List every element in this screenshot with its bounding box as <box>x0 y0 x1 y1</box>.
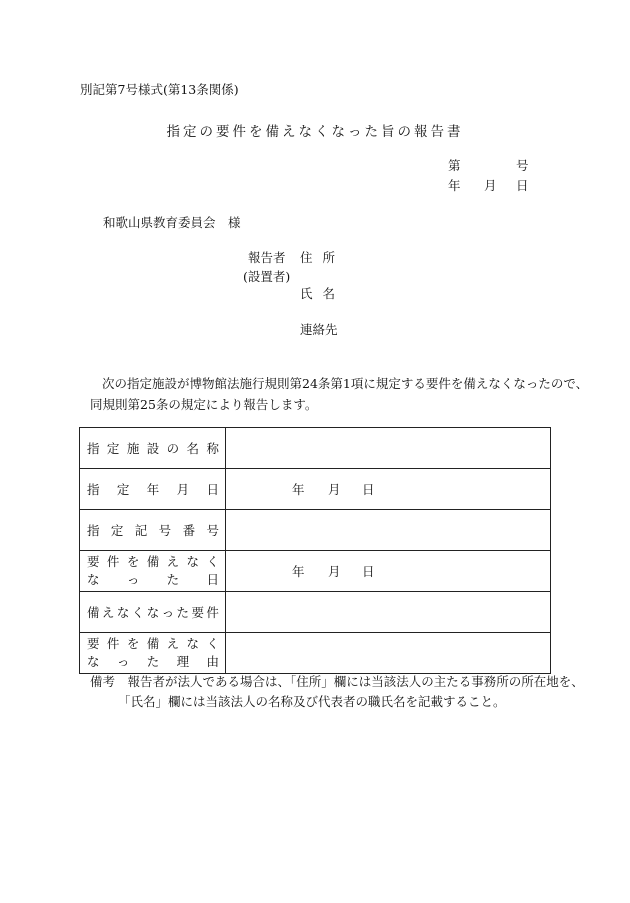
number-go: 号 <box>516 158 529 173</box>
lapsed-requirement-field[interactable] <box>226 592 551 633</box>
table-row <box>80 469 551 510</box>
address-label: 住所 <box>300 250 346 265</box>
date-month: 月 <box>328 564 341 579</box>
table-row <box>80 551 551 592</box>
date-day: 日 <box>516 178 529 193</box>
reporter-label: 報告者 <box>248 250 286 265</box>
row-label-facility-name <box>80 428 226 469</box>
document-title: 指定の要件を備えなくなった旨の報告書 <box>166 124 464 140</box>
table-row <box>80 592 551 633</box>
date-day: 日 <box>362 482 375 497</box>
table-label-text: 指 定 施 設 の 名 称 <box>87 441 219 456</box>
contact-label: 連絡先 <box>300 322 338 337</box>
table-label-text: 指 定 年 月 日 <box>87 482 219 497</box>
row-label-lapse-reason <box>80 633 226 674</box>
table-label-text: 要 件 を 備 え な く <box>87 636 219 651</box>
facility-name-field[interactable] <box>226 428 551 469</box>
date-year: 年 <box>292 482 305 497</box>
table-row <box>80 428 551 469</box>
row-label-lapsed-requirement <box>80 592 226 633</box>
date-day: 日 <box>362 564 375 579</box>
table-label-text: 指 定 記 号 番 号 <box>87 523 219 538</box>
row-label-designation-number <box>80 510 226 551</box>
date-year: 年 <box>448 178 461 193</box>
report-table <box>79 427 551 674</box>
row-label-lapse-date <box>80 551 226 592</box>
note-line-2: 「氏名」欄には当該法人の名称及び代表者の職氏名を記載すること。 <box>118 694 506 709</box>
table-row <box>80 633 551 674</box>
date-month: 月 <box>328 482 341 497</box>
table-label-text: 備 え な く な っ た 要 件 <box>87 605 219 620</box>
row-label-designation-date <box>80 469 226 510</box>
table-row <box>80 510 551 551</box>
lapse-reason-field[interactable] <box>226 633 551 674</box>
addressee: 和歌山県教育委員会 様 <box>103 215 241 230</box>
date-year: 年 <box>292 564 305 579</box>
table-label-text: な っ た 理 由 <box>87 654 219 669</box>
body-text-line-1: 次の指定施設が博物館法施行規則第24条第1項に規定する要件を備えなくなったので、 <box>102 376 589 391</box>
lapse-date-field[interactable] <box>226 551 551 592</box>
designation-number-field[interactable] <box>226 510 551 551</box>
table-label-text: 要 件 を 備 え な く <box>87 554 219 569</box>
number-dai: 第 <box>448 158 461 173</box>
installer-label: (設置者) <box>243 269 291 284</box>
note-line-1: 備考 報告者が法人である場合は、「住所」欄には当該法人の主たる事務所の所在地を、 <box>90 674 584 689</box>
date-month: 月 <box>484 178 497 193</box>
body-text-line-2: 同規則第25条の規定により報告します。 <box>90 397 318 412</box>
designation-date-field[interactable] <box>226 469 551 510</box>
table-label-text: な っ た 日 <box>87 572 219 587</box>
form-number-label: 別記第7号様式(第13条関係) <box>80 82 239 97</box>
name-label: 氏名 <box>300 286 346 301</box>
